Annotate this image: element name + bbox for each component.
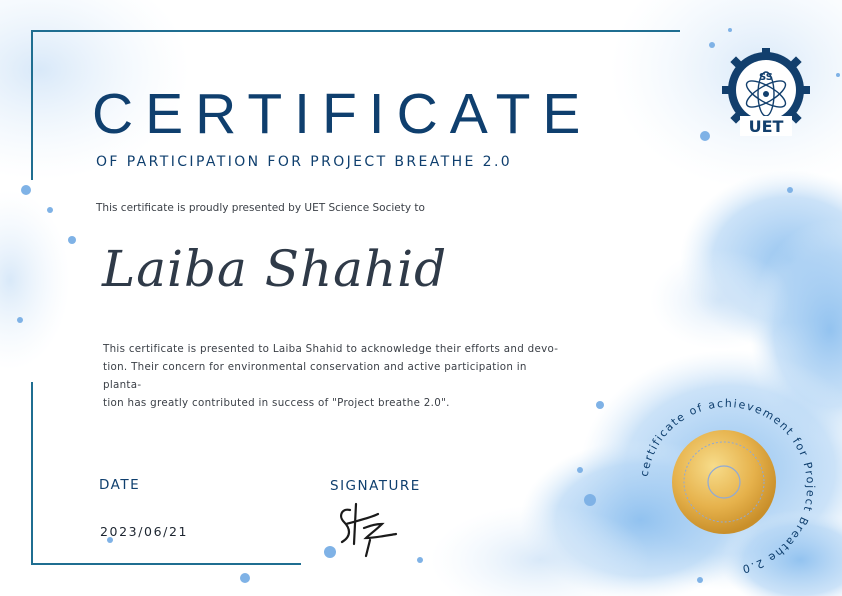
date-label: DATE	[99, 477, 141, 493]
frame-top-border	[31, 30, 680, 32]
body-line: tion has greatly contributed in success of "Project breathe 2.0".	[103, 397, 450, 409]
presented-by-line: This certificate is proudly presented by UET Science Society to	[96, 202, 425, 214]
frame-left-border-lower	[31, 382, 33, 565]
body-line: This certificate is presented to Laiba Shahid to acknowledge their efforts and devo-	[103, 343, 559, 355]
certificate-subtitle: OF PARTICIPATION FOR PROJECT BREATHE 2.0	[96, 154, 513, 170]
frame-bottom-border	[31, 563, 301, 565]
achievement-seal	[636, 396, 818, 578]
recipient-name: Laiba Shahid	[102, 240, 448, 298]
handwritten-signature	[330, 494, 410, 560]
certificate-body	[103, 340, 563, 412]
certificate-title: CERTIFICATE	[92, 82, 593, 146]
frame-left-border	[31, 30, 33, 180]
date-value: 2023/06/21	[100, 524, 189, 539]
svg-text:SS: SS	[759, 72, 773, 83]
signature-label: SIGNATURE	[330, 478, 421, 494]
svg-text:certificate of achievement for: certificate of achievement for Project Breathe 2.0	[637, 396, 818, 576]
uet-science-society-logo	[718, 44, 814, 140]
svg-text:UET: UET	[748, 117, 784, 136]
body-line: tion. Their concern for environmental conservation and active participation in planta-	[103, 361, 527, 391]
